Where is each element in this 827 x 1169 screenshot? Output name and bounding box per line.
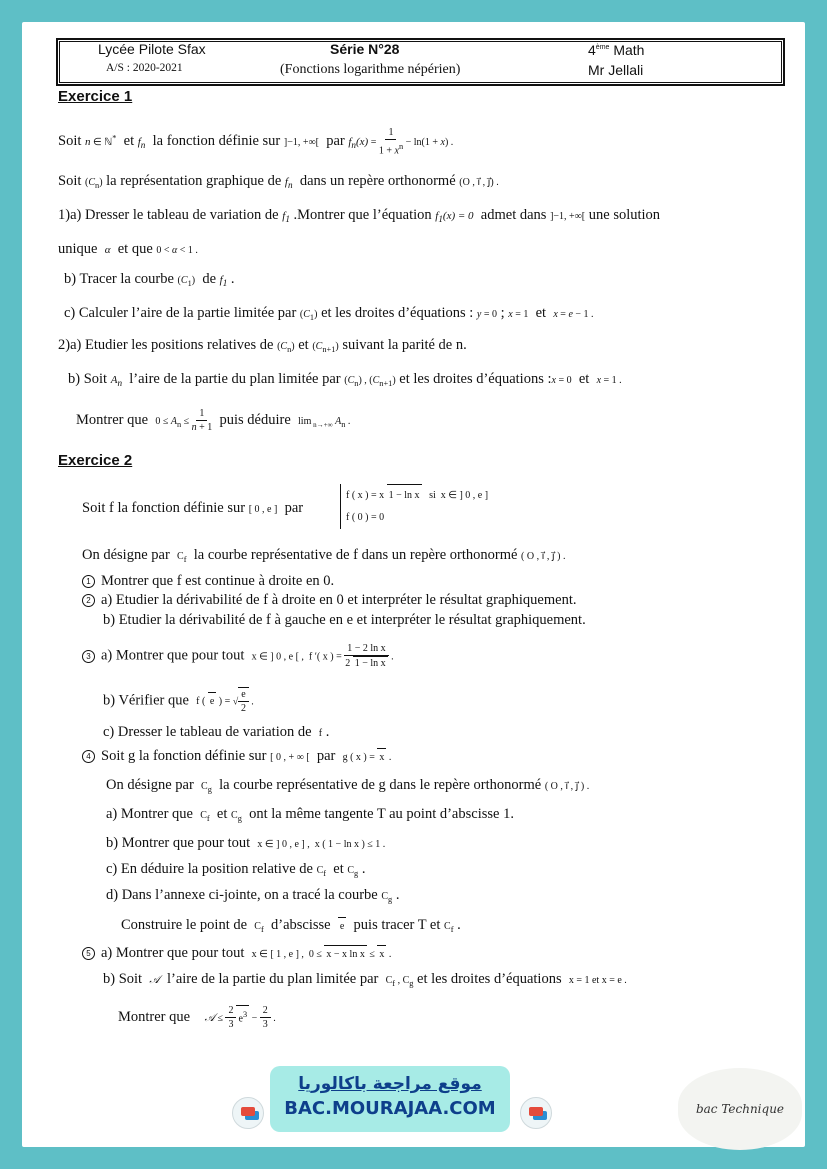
ex2-q5b: b) Soit 𝒜 l’aire de la partie du plan limitée par $C_f$ , $C_g$ et les droites d’équations x = 1 et x = e . (103, 971, 627, 988)
ex2-q3a: 3 a) Montrer que pour tout x ∈ ] 0 , e [ , f ′( x ) = $\frac{\text{1 − 2 ln x}}{\text{2 1 − ln x}}$ . (82, 642, 394, 670)
ex2-q4: 4 Soit g la fonction définie sur [ 0 , + ∞ [ par g ( x ) = x . (82, 747, 391, 767)
ex1-q2b: b) Soit $A_n$ l’aire de la partie du plan limitée par $(C_n)$ , $(C_{n+1})$ et les droites d’équations :x = 0 et x = 1 . (68, 371, 622, 389)
left-logo-icon (232, 1097, 264, 1129)
ex2-def-line: Soit f la fonction définie sur [ 0 , e ] par (82, 500, 304, 516)
right-logo-icon (520, 1097, 552, 1129)
bac-technique-logo: bac Technique (678, 1068, 802, 1150)
class-level: 4ème Math (588, 42, 645, 58)
school-year: A/S : 2020-2021 (106, 62, 183, 74)
ex2-q1: 1 Montrer que f est continue à droite en 0. (82, 572, 334, 590)
ex1-line-2: Soit $(C_n)$ la représentation graphique de $f_n$ dans un repère orthonormé (O , i⃗ , j⃗) . (58, 173, 499, 191)
series-title: Série N°28 (330, 41, 400, 57)
ex1-q1b: b) Tracer la courbe $(C_1)$ de $f_1$ . (64, 271, 235, 289)
ex2-q4e: Construire le point de $C_f$ d’abscisse e puis tracer T et $C_f$ . (121, 917, 461, 934)
ex1-q1c: c) Calculer l’aire de la partie limitée par $(C_1)$ et les droites d’équations : y = 0 ; x = 1 et x = e − 1 . (64, 305, 594, 322)
ex2-q4a: a) Montrer que $C_f$ et $C_g$ ont la même tangente T au point d’abscisse 1. (106, 806, 514, 823)
page-sheet (22, 22, 805, 1147)
site-url[interactable]: BAC.MOURAJAA.COM (284, 1098, 496, 1119)
ex2-q2a: 2 a) Etudier la dérivabilité de f à droite en 0 et interpréter le résultat graphiquement. (82, 591, 576, 609)
site-arabic-name: موقع مراجعة باكالوريا (298, 1074, 482, 1094)
ex2-q4c: c) En déduire la position relative de $C_f$ et $C_g$ . (106, 861, 366, 878)
site-badge[interactable] (270, 1066, 510, 1132)
exercise-1-title: Exercice 1 (58, 88, 133, 105)
ex1-q2c: Montrer que $0 \le A_n$ ≤ $\frac{1}{n + 1}$ puis déduire lim $_{n\to+\infty}$ $A_n$ . (76, 408, 351, 433)
ex1-line-1: Soit n ∈ ℕ* et $f_n$ la fonction définie sur ]−1, +∞[ par $f_n(x)$ = $\frac{1}{1 + x^n}$ − ln(1 + x) . (58, 127, 454, 157)
exercise-2-title: Exercice 2 (58, 452, 133, 469)
ex2-def-system: f ( x ) = x 1 − ln x si x ∈ ] 0 , e ] f ( 0 ) = 0 (340, 484, 488, 529)
teacher-name: Mr Jellali (588, 62, 644, 78)
ex2-q2b: b) Etudier la dérivabilité de f à gauche en e et interpréter le résultat graphiquement. (103, 612, 586, 628)
ex2-q5a: 5 a) Montrer que pour tout x ∈ [ 1 , e ] , 0 ≤ x − x ln x ≤ x . (82, 944, 391, 964)
school-name: Lycée Pilote Sfax (98, 41, 206, 57)
ex1-q1a: 1)a) Dresser le tableau de variation de $f_1$ .Montrer que l’équation $f_1(x) = 0$ admet dans ]−1, +∞[ une solution (58, 207, 661, 225)
ex2-q3b: b) Vérifier que f ( e ) = √ $\frac{e}{2}$ . (103, 689, 254, 714)
ex2-q4d: d) Dans l’annexe ci-jointe, on a tracé la courbe $C_g$ . (106, 887, 400, 904)
ex1-q2a: 2)a) Etudier les positions relatives de $(C_n)$ et $(C_{n+1})$ suivant la parité de n. (58, 337, 467, 354)
series-topic: (Fonctions logarithme népérien) (280, 62, 461, 77)
header-box (56, 38, 785, 86)
ex2-q5c: Montrer que 𝒜 ≤ $\frac{2}{3}$ $e^3$ − $\frac{2}{3}$ . (118, 1005, 276, 1030)
ex2-curve-line: On désigne par $C_f$ la courbe représentative de f dans un repère orthonormé ( O , i⃗ , j⃗ ) . (82, 547, 566, 564)
ex2-q4-curve: On désigne par $C_g$ la courbe représentative de g dans le repère orthonormé ( O , i⃗ , j⃗ ) . (106, 777, 590, 794)
ex1-q1a-cont: unique α et que 0 < α < 1 . (58, 241, 198, 257)
ex2-q3c: c) Dresser le tableau de variation de f . (103, 724, 330, 740)
ex2-q4b: b) Montrer que pour tout x ∈ ] 0 , e ] , x ( 1 − ln x ) ≤ 1 . (106, 835, 386, 851)
